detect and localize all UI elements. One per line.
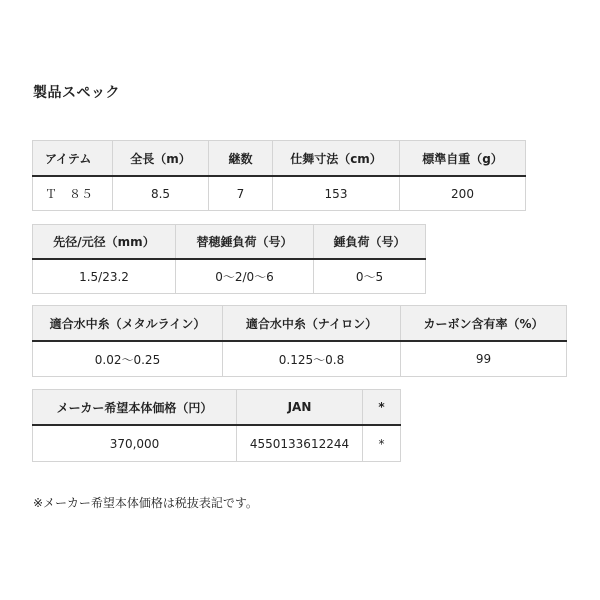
cell-nylon-line: 0.125〜0.8: [223, 341, 401, 377]
cell-closed-length: 153: [273, 176, 400, 211]
cell-metal-line: 0.02〜0.25: [33, 341, 223, 377]
cell-sinker-load: 0〜5: [314, 259, 426, 294]
header-sinker-load: 錘負荷（号）: [314, 225, 426, 260]
table-row: [33, 176, 526, 211]
header-sections: 継数: [209, 141, 273, 177]
header-price: メーカー希望本体価格（円）: [33, 390, 237, 426]
header-spare-tip-load: 替穂錘負荷（号）: [176, 225, 314, 260]
table-row: [33, 259, 426, 294]
tax-note: ※メーカー希望本体価格は税抜表記です。: [33, 496, 258, 510]
cell-item: Ｔ ８５: [33, 176, 113, 211]
header-metal-line: 適合水中糸（メタルライン）: [33, 306, 223, 342]
table-header-row: [33, 390, 401, 426]
header-carbon-content: カーボン含有率（%）: [401, 306, 567, 342]
table-header-row: [33, 225, 426, 260]
header-item: アイテム: [33, 141, 113, 177]
header-jan: JAN: [237, 390, 363, 426]
header-length: 全長（m）: [113, 141, 209, 177]
header-diameter: 先径/元径（mm）: [33, 225, 176, 260]
spec-table-price: [32, 389, 401, 462]
header-closed-length: 仕舞寸法（cm）: [273, 141, 400, 177]
cell-diameter: 1.5/23.2: [33, 259, 176, 294]
cell-carbon-content: 99: [401, 341, 567, 377]
cell-asterisk: *: [363, 425, 401, 462]
spec-table-diameter: [32, 224, 426, 294]
cell-spare-tip-load: 0〜2/0〜6: [176, 259, 314, 294]
table-row: [33, 341, 567, 377]
header-nylon-line: 適合水中糸（ナイロン）: [223, 306, 401, 342]
spec-table-basic: [32, 140, 526, 211]
table-row: [33, 425, 401, 462]
cell-weight: 200: [400, 176, 526, 211]
header-weight: 標準自重（g）: [400, 141, 526, 177]
cell-length: 8.5: [113, 176, 209, 211]
cell-sections: 7: [209, 176, 273, 211]
table-header-row: [33, 306, 567, 342]
table-header-row: [33, 141, 526, 177]
spec-table-line: [32, 305, 567, 377]
cell-price: 370,000: [33, 425, 237, 462]
header-asterisk: *: [363, 390, 401, 426]
page-title: 製品スペック: [33, 85, 120, 101]
cell-jan: 4550133612244: [237, 425, 363, 462]
